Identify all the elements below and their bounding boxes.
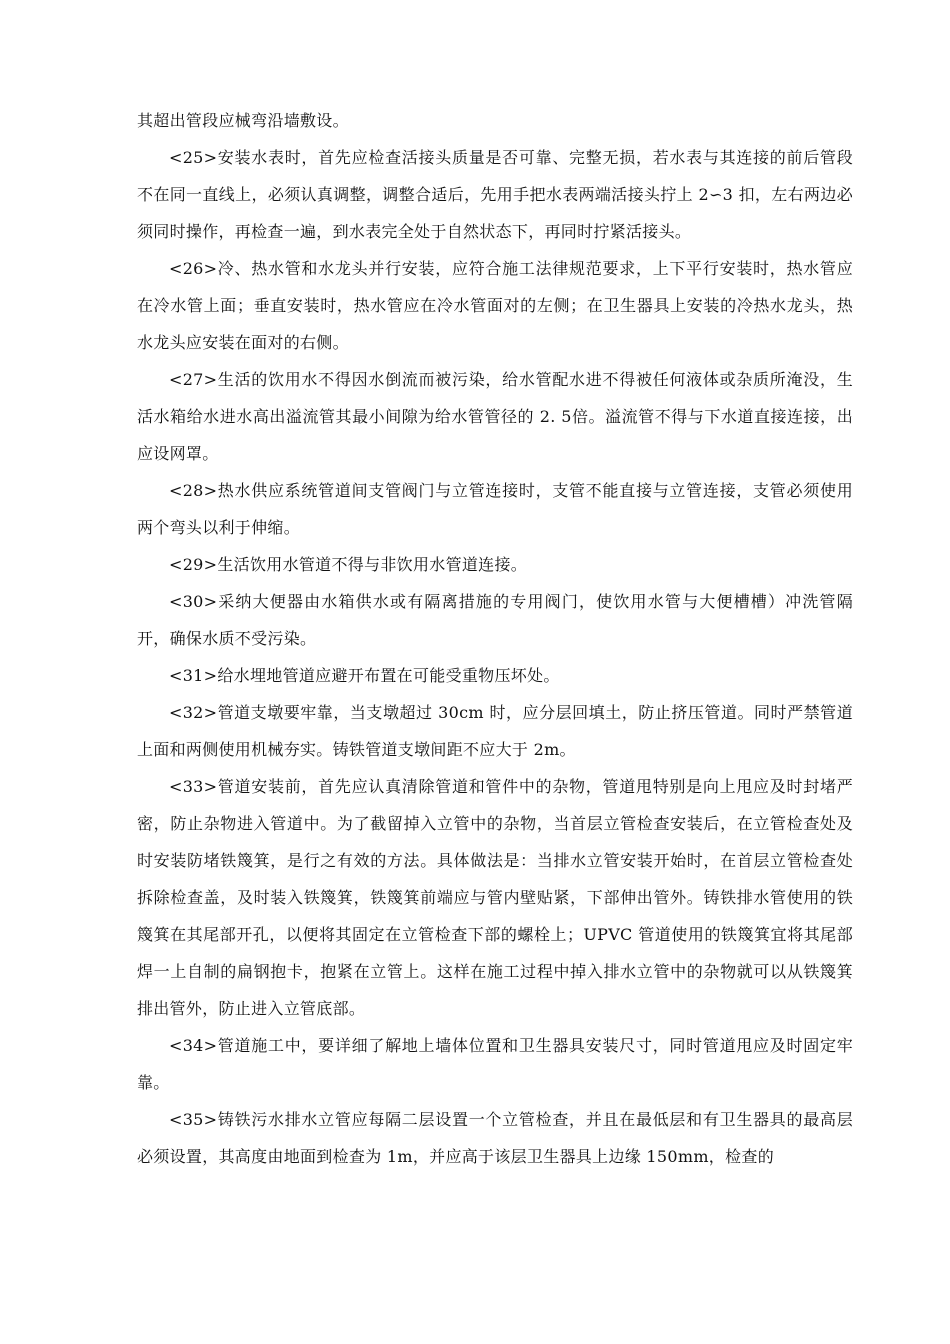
paragraph-33: <33>管道安装前，首先应认真清除管道和管件中的杂物，管道甩特别是向上甩应及时封堵严密，防止杂物进入管道中。为了截留掉入立管中的杂物，当首层立管检查安装后，在立管检查处及时安装防堵铁篾箕，是行之有效的方法。具体做法是：当排水立管安装开始时，在首层立管检查处拆除检查盖，及时装入铁篾箕，铁篾箕前端应与管内壁贴紧，下部伸出管外。铸铁排水管使用的铁篾箕在其尾部开孔，以便将其固定在立管检查下部的螺栓上；UPVC 管道使用的铁篾箕宜将其尾部焊一上自制的扁钢抱卡，抱紧在立管上。这样在施工过程中掉入排水立管中的杂物就可以从铁篾箕排出管外，防止进入立管底部。 — [137, 777, 853, 1018]
paragraph-26: <26>冷、热水管和水龙头并行安装，应符合施工法律规范要求，上下平行安装时，热水管应在冷水管上面；垂直安装时，热水管应在冷水管面对的左侧；在卫生器具上安装的冷热水龙头，热水龙头应安装在面对的右侧。 — [137, 259, 853, 352]
paragraph-28: <28>热水供应系统管道间支管阀门与立管连接时，支管不能直接与立管连接，支管必须使用两个弯头以利于伸缩。 — [137, 481, 853, 537]
paragraph-31: <31>给水埋地管道应避开布置在可能受重物压坏处。 — [169, 666, 560, 685]
paragraph-25: <25>安装水表时，首先应检查活接头质量是否可靠、完整无损，若水表与其连接的前后管段不在同一直线上，必须认真调整，调整合适后，先用手把水表两端活接头拧上 2∽3 扣，左右两边必须同时操作，再检查一遍，到水表完全处于自然状态下，再同时拧紧活接头。 — [137, 148, 853, 241]
paragraph-30: <30>采纳大便器由水箱供水或有隔离措施的专用阀门，使饮用水管与大便槽槽）冲洗管隔开，确保水质不受污染。 — [137, 592, 853, 648]
paragraph-32: <32>管道支墩要牢靠，当支墩超过 30cm 时，应分层回填土，防止挤压管道。同时严禁管道上面和两侧使用机械夯实。铸铁管道支墩间距不应大于 2m。 — [137, 703, 853, 759]
paragraph-continuation: 其超出管段应械弯沿墙敷设。 — [137, 111, 349, 130]
paragraph-35: <35>铸铁污水排水立管应每隔二层设置一个立管检查，并且在最低层和有卫生器具的最高层必须设置，其高度由地面到检查为 1m，并应高于该层卫生器具上边缘 150mm，检查的 — [137, 1110, 853, 1166]
paragraph-27: <27>生活的饮用水不得因水倒流而被污染，给水管配水进不得被任何液体或杂质所淹没，生活水箱给水进水高出溢流管其最小间隙为给水管管径的 2. 5倍。溢流管不得与下水道直接连接，出应设网罩。 — [137, 370, 853, 463]
document-body — [137, 102, 853, 1175]
paragraph-29: <29>生活饮用水管道不得与非饮用水管道连接。 — [169, 555, 528, 574]
paragraph-34: <34>管道施工中，要详细了解地上墙体位置和卫生器具安装尺寸，同时管道甩应及时固定牢靠。 — [137, 1036, 853, 1092]
